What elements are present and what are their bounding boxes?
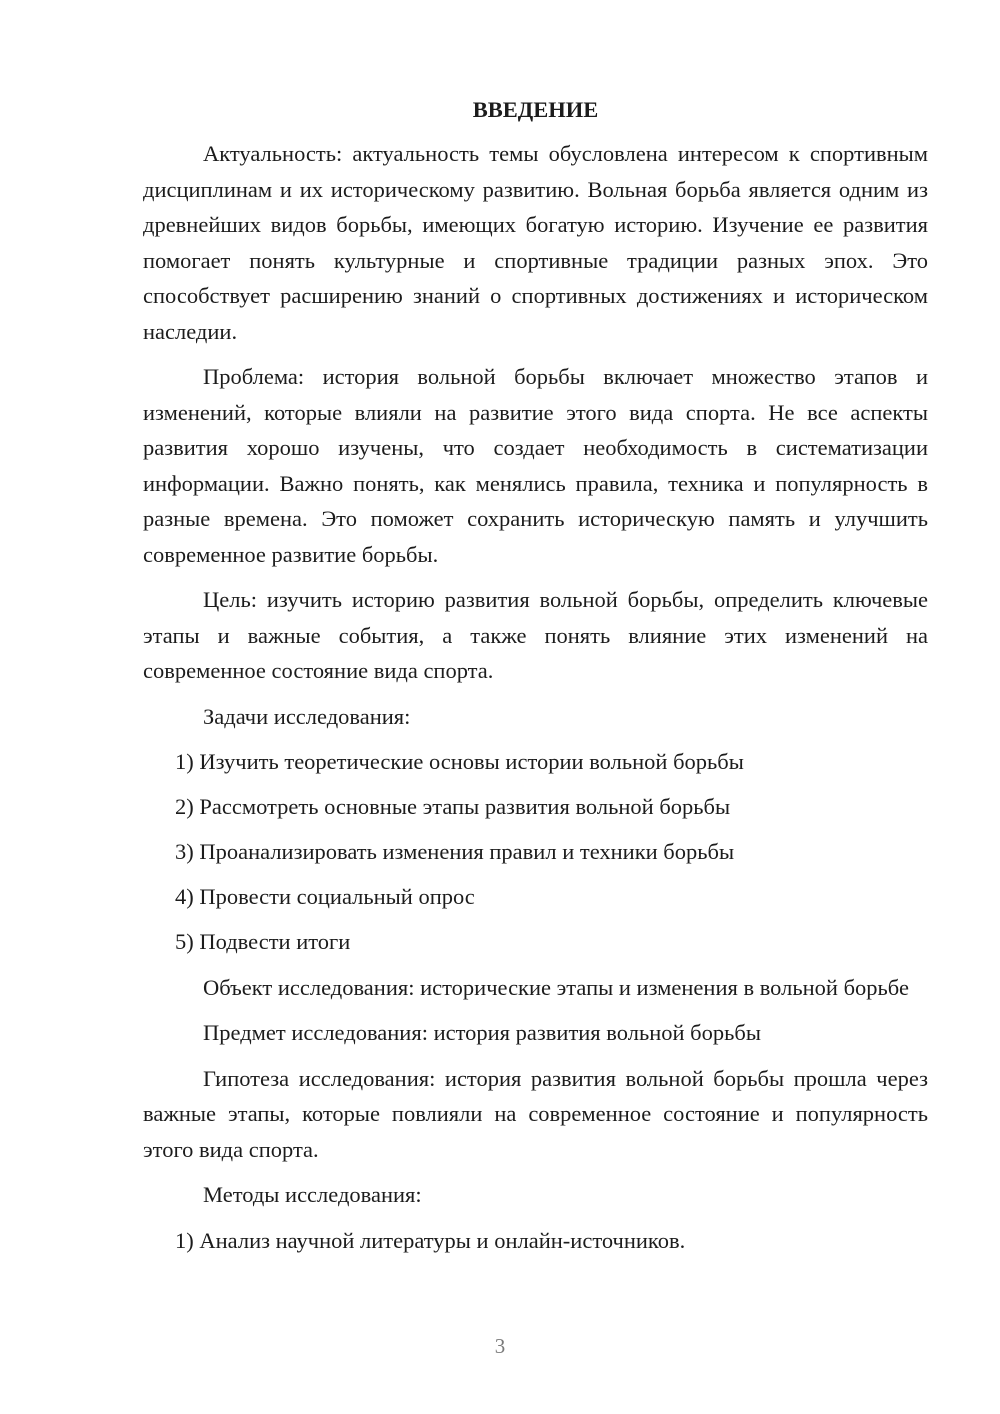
hypothesis-paragraph: Гипотеза исследования: история развития вольной борьбы прошла через важные этапы, которые повлияли на современное состояние и популярность этого вида спорта. bbox=[143, 1065, 928, 1162]
relevance-paragraph: Актуальность: актуальность темы обусловлена интересом к спортивным дисциплинам и их историческому развитию. Вольная борьба является одним из древнейших видов борьбы, имеющих богатую историю. Изучение ее развития помогает понять культурные и спортивные традиции разных эпох. Это способствует расширению знаний о спортивных достижениях и историческом наследии. bbox=[143, 141, 928, 344]
page-number: 3 bbox=[494, 1334, 506, 1358]
tasks-list bbox=[143, 744, 928, 960]
object-paragraph: Объект исследования: исторические этапы и изменения в вольной борьбе bbox=[203, 974, 909, 1000]
subject-paragraph: Предмет исследования: история развития вольной борьбы bbox=[203, 1020, 761, 1046]
tasks-heading: Задачи исследования: bbox=[203, 703, 411, 729]
problem-paragraph: Проблема: история вольной борьбы включает множество этапов и изменений, которые влияли на развитие этого вида спорта. Не все аспекты развития хорошо изучены, что создает необходимость в систематизации информации. Важно понять, как менялись правила, техника и популярность в разные времена. Это поможет сохранить историческую память и улучшить современное развитие борьбы. bbox=[143, 364, 928, 567]
list-item: 5) Подвести итоги bbox=[175, 929, 351, 955]
section-title: ВВЕДЕНИЕ bbox=[472, 97, 599, 122]
methods-list bbox=[143, 1223, 928, 1259]
list-item: 1) Изучить теоретические основы истории вольной борьбы bbox=[175, 749, 744, 774]
list-item: 2) Рассмотреть основные этапы развития вольной борьбы bbox=[175, 794, 731, 820]
list-item: 4) Провести социальный опрос bbox=[175, 884, 475, 910]
methods-heading: Методы исследования: bbox=[203, 1182, 422, 1208]
list-item: 3) Проанализировать изменения правил и техники борьбы bbox=[175, 839, 735, 865]
list-item: 1) Анализ научной литературы и онлайн-источников. bbox=[175, 1227, 686, 1253]
goal-paragraph: Цель: изучить историю развития вольной борьбы, определить ключевые этапы и важные события, а также понять влияние этих изменений на современное состояние вида спорта. bbox=[143, 587, 928, 683]
document-page bbox=[143, 92, 928, 1268]
